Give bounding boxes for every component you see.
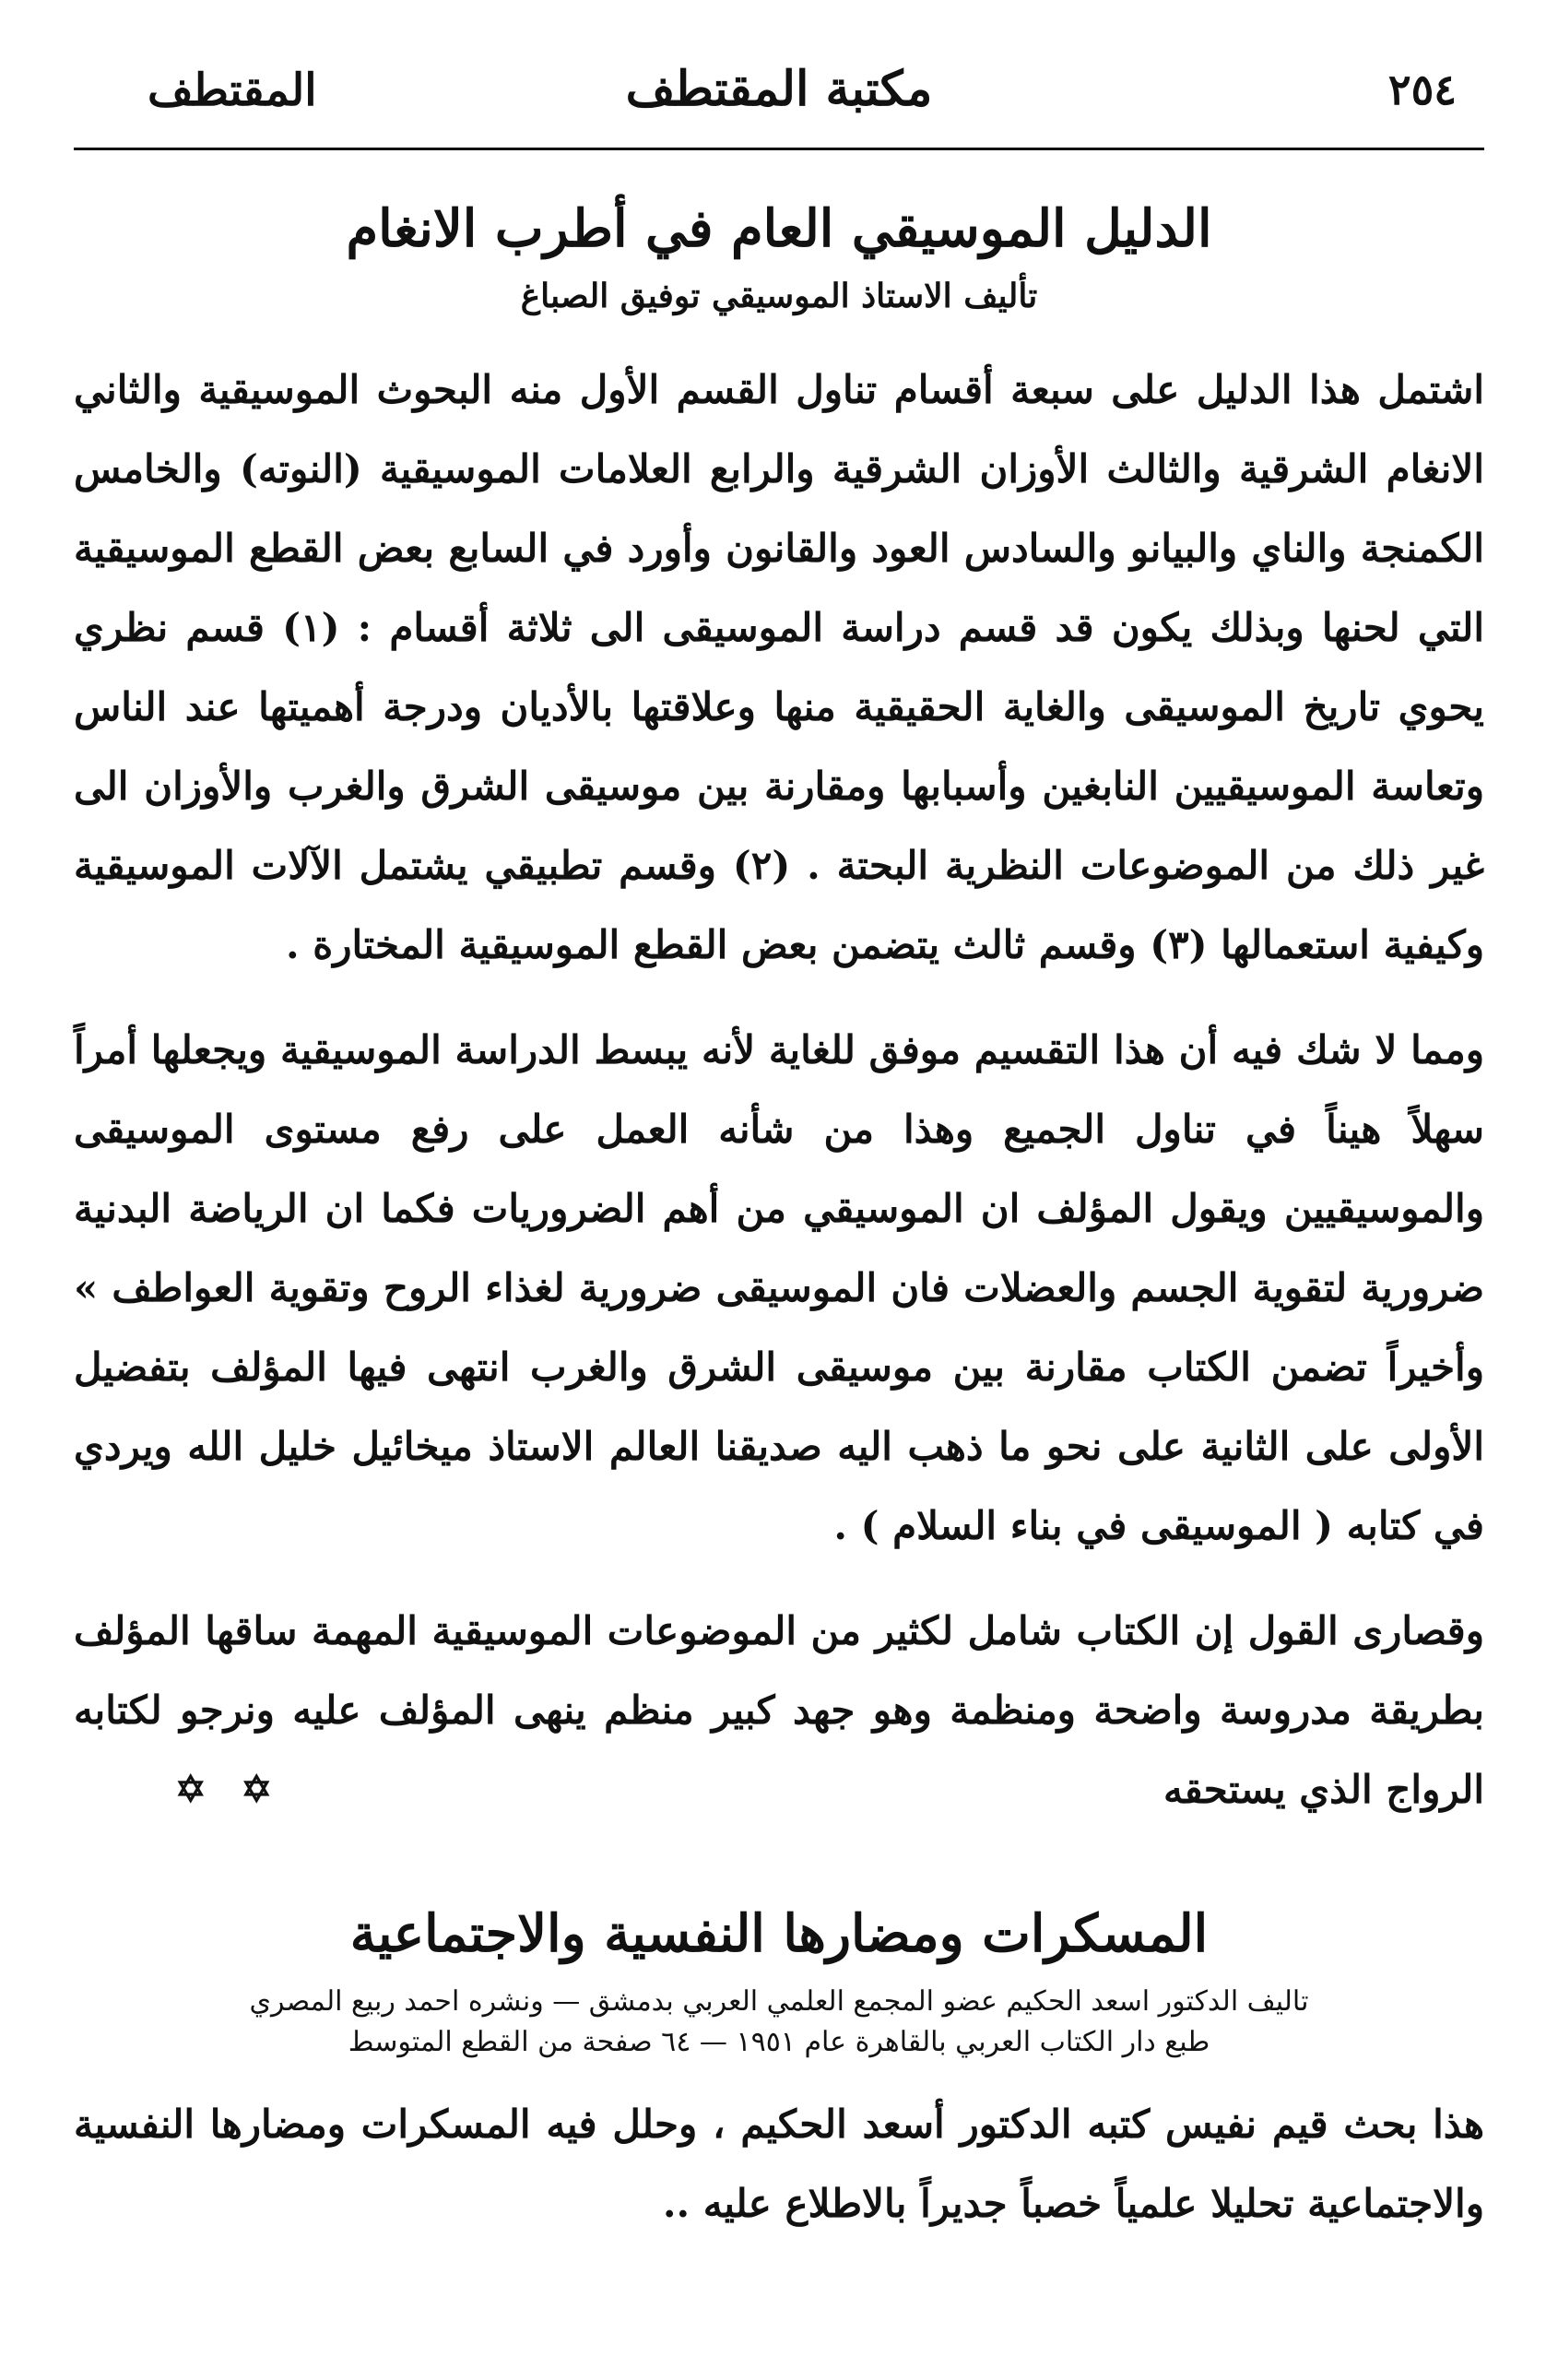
review-paragraph-text: وقصارى القول إن الكتاب شامل لكثير من الموضوعات الموسيقية المهمة ساقها المؤلف بطريقة مدروسة واضحة ومنظمة وهو جهد كبير منظم ينهى المؤلف عليه ونرجو لكتابه الرواج الذي يستحقه <box>74 1608 1484 1813</box>
publication-line: تاليف الدكتور اسعد الحكيم عضو المجمع العلمي العربي بدمشق — ونشره احمد ربيع المصري <box>249 1985 1309 2019</box>
running-title: مكتبة المقتطف <box>625 61 933 117</box>
header-divider <box>74 148 1484 150</box>
book-review-music-guide <box>74 198 1484 1829</box>
page-content <box>74 198 1484 2269</box>
review-paragraph: هذا بحث قيم نفيس كتبه الدكتور أسعد الحكيم ، وحلل فيه المسكرات ومضارها النفسية والاجتماعية تحليلا علمياً خصباً جديراً بالاطلاع عليه .. <box>74 2102 1484 2227</box>
review-title: الدليل الموسيقي العام في أطرب الانغام <box>346 198 1212 259</box>
publication-info <box>74 1982 1484 2063</box>
publication-line: طبع دار الكتاب العربي بالقاهرة عام ١٩٥١ — ٦٤ صفحة من القطع المتوسط <box>348 2026 1210 2059</box>
page-header <box>74 57 1484 131</box>
journal-name: المقتطف <box>148 65 317 116</box>
page-number: ٢٥٤ <box>1387 65 1457 114</box>
review-author: تأليف الاستاذ الموسيقي توفيق الصباغ <box>520 277 1038 316</box>
review-paragraph: ومما لا شك فيه أن هذا التقسيم موفق للغاية لأنه يبسط الدراسة الموسيقية ويجعلها أمراً سهلاً هيناً في تناول الجميع وهذا من شأنه العمل على رفع مستوى الموسيقى والموسيقيين ويقول المؤلف ان الموسيقي من أهم الضروريات فكما ان الرياضة البدنية ضرورية لتقوية الجسم والعضلات فان الموسيقى ضرورية لغذاء الروح وتقوية العواطف » وأخيراً تضمن الكتاب مقارنة بين موسيقى الشرق والغرب انتهى فيها المؤلف بتفضيل الأولى على الثانية على نحو ما ذهب اليه صديقنا العالم الاستاذ ميخائيل خليل الله ويردي في كتابه ( الموسيقى في بناء السلام ) . <box>74 1027 1484 1549</box>
review-title: المسكرات ومضارها النفسية والاجتماعية <box>349 1903 1209 1965</box>
review-paragraph <box>74 1592 1484 1829</box>
review-paragraph: اشتمل هذا الدليل على سبعة أقسام تناول القسم الأول منه البحوث الموسيقية والثاني الانغام الشرقية والثالث الأوزان الشرقية والرابع العلامات الموسيقية (النوته) والخامس الكمنجة والناي والبيانو والسادس العود والقانون وأورد في السابع بعض القطع الموسيقية التي لحنها وبذلك يكون قد قسم دراسة الموسيقى الى ثلاثة أقسام : (١) قسم نظري يحوي تاريخ الموسيقى والغاية الحقيقية منها وعلاقتها بالأديان ودرجة أهميتها عند الناس وتعاسة الموسيقيين النابغين وأسبابها ومقارنة بين موسيقى الشرق والغرب والأوزان الى غير ذلك من الموضوعات النظرية البحتة . (٢) وقسم تطبيقي يشتمل الآلات الموسيقية وكيفية استعمالها (٣) وقسم ثالث يتضمن بعض القطع الموسيقية المختارة . <box>74 367 1484 968</box>
book-review-intoxicants <box>74 1903 1484 2244</box>
section-end-stars-icon: ✡ ✡ <box>175 1768 283 1812</box>
